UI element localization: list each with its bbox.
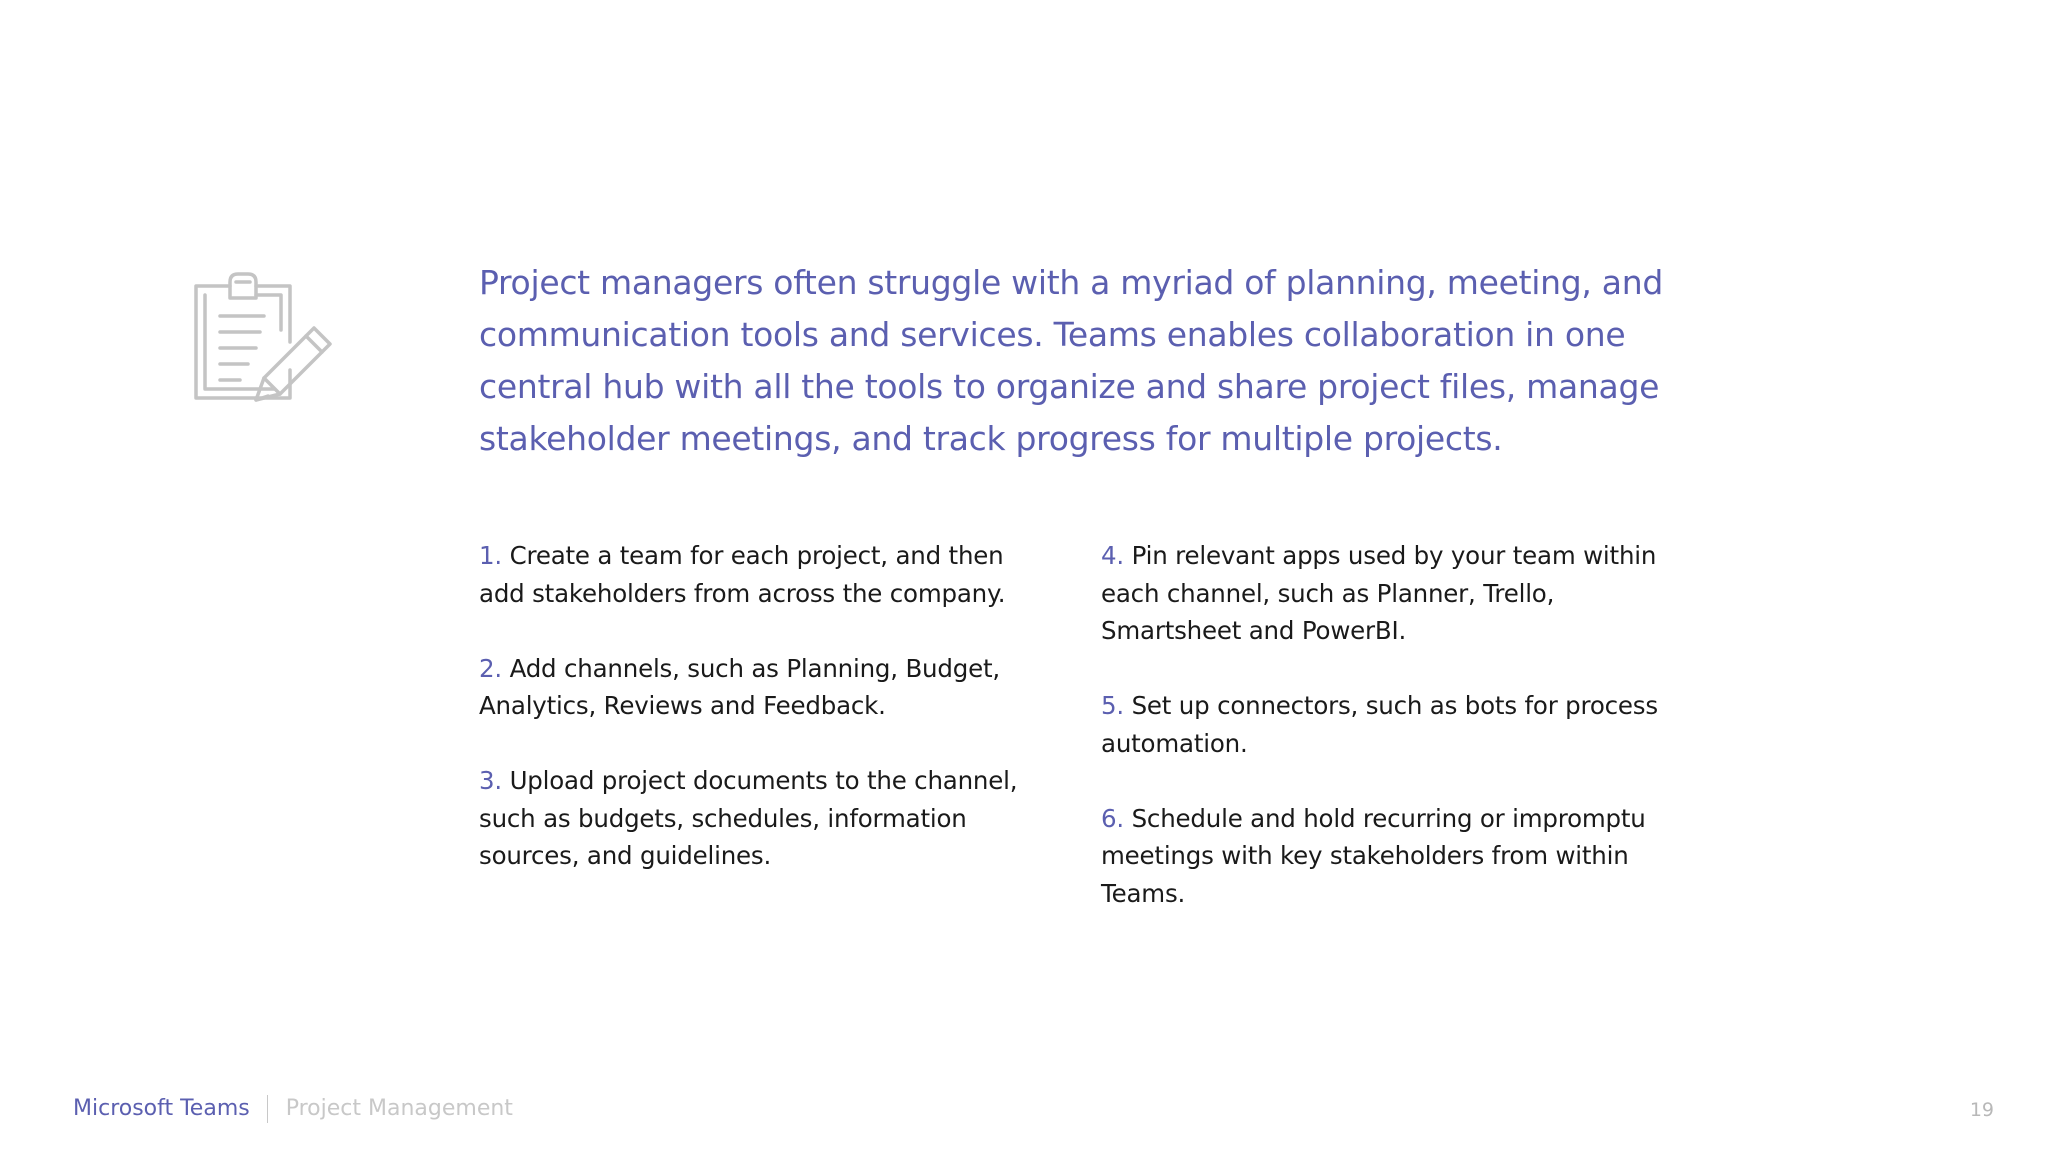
page-number: 19 — [1969, 1099, 1994, 1121]
intro-paragraph: Project managers often struggle with a myriad of planning, meeting, and communication tools and services. Teams enables collaboration in one central hub with all the tools to organize and share project files, manage stakeholder meetings, and track progress for multiple projects. — [479, 263, 1663, 458]
step-text: Set up connectors, such as bots for process automation. — [1101, 691, 1658, 758]
step-number: 2. — [479, 653, 502, 683]
step-item — [1101, 687, 1661, 762]
step-number: 1. — [479, 541, 502, 570]
step-item — [1101, 537, 1661, 650]
step-number: 3. — [479, 766, 502, 795]
step-number: 5. — [1101, 691, 1124, 720]
steps-column-left — [479, 537, 1039, 912]
step-item — [479, 650, 1039, 725]
step-item — [479, 537, 1039, 612]
footer — [73, 1094, 513, 1124]
steps-column-right — [1101, 537, 1661, 950]
step-text: Upload project documents to the channel, such as budgets, schedules, information sources, and guidelines. — [479, 766, 1018, 870]
step-number: 6. — [1101, 803, 1124, 833]
clipboard-pencil-icon — [186, 268, 338, 420]
footer-divider — [267, 1095, 268, 1123]
footer-brand: Microsoft Teams — [73, 1096, 250, 1121]
step-number: 4. — [1101, 541, 1124, 570]
step-item — [1101, 800, 1661, 913]
footer-section-title: Project Management — [285, 1096, 513, 1121]
step-text: Schedule and hold recurring or impromptu meetings with key stakeholders from within Teams. — [1101, 803, 1646, 908]
step-item — [479, 762, 1039, 875]
step-text: Add channels, such as Planning, Budget, Analytics, Reviews and Feedback. — [479, 653, 1000, 720]
step-text: Create a team for each project, and then add stakeholders from across the company. — [479, 541, 1006, 608]
step-text: Pin relevant apps used by your team within each channel, such as Planner, Trello, Smartsheet and PowerBI. — [1101, 541, 1657, 645]
